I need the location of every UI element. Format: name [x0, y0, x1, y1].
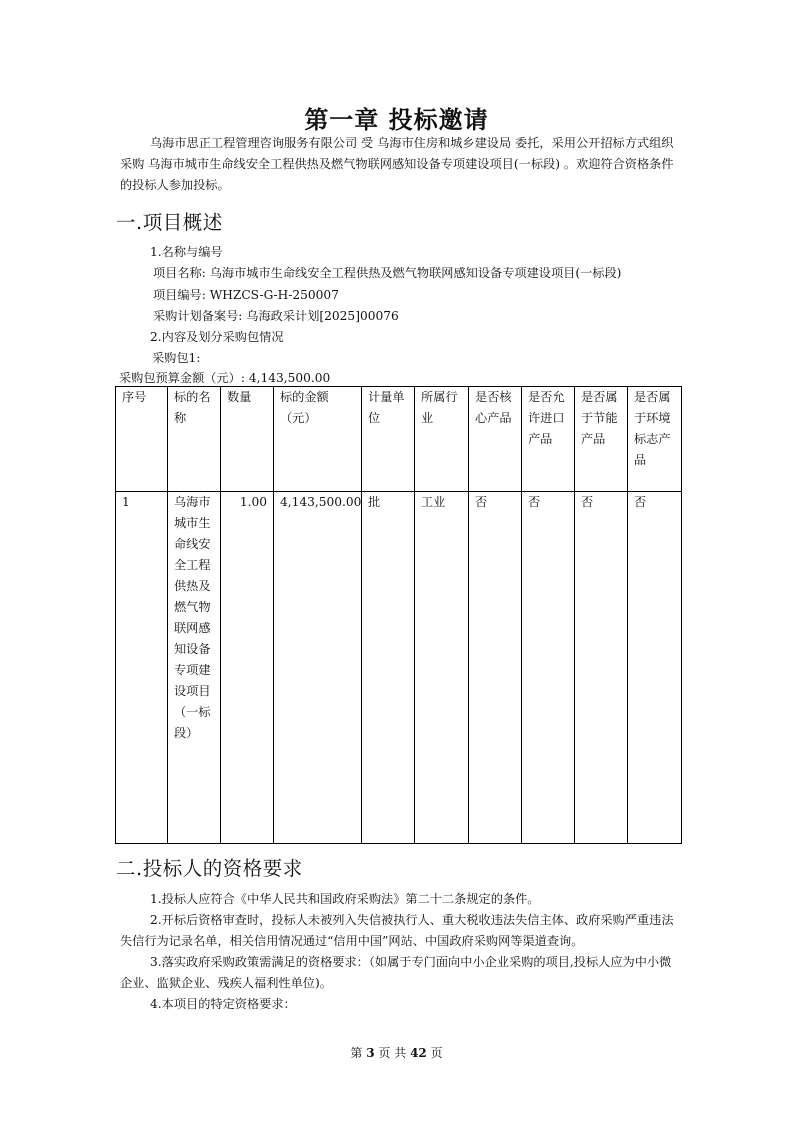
qualification-item-3: 3.落实政府采购政策需满足的资格要求：（如属于专门面向中小企业采购的项目,投标人应为中小微企业、监狱企业、残疾人福利性单位)。 [120, 955, 672, 990]
total-pages: 42 [410, 1046, 427, 1060]
project-number: 项目编号: WHZCS-G-H-250007 [153, 288, 339, 302]
header-cell: 是否属于节能产品 [575, 387, 628, 492]
row-cell-item-name: 乌海市城市生命线安全工程供热及燃气物联网感知设备专项建设项目（一标段） [168, 492, 221, 844]
package-budget: 采购包预算金额（元）: 4,143,500.00 [119, 371, 331, 385]
item-content-packages: 2.内容及划分采购包情况 [150, 330, 284, 344]
current-page-number: 3 [366, 1046, 375, 1060]
qualification-item-1: 1.投标人应符合《中华人民共和国政府采购法》第二十二条规定的条件。 [150, 892, 540, 906]
header-cell: 数量 [221, 387, 274, 492]
procurement-plan-number: 采购计划备案号: 乌海政采计划[2025]00076 [153, 309, 399, 323]
row-cell-unit: 批 [362, 492, 415, 844]
footer-middle: 页 共 [378, 1046, 407, 1060]
table-header-row [116, 387, 682, 492]
row-cell-import-allowed: 否 [522, 492, 575, 844]
row-cell-energy-saving: 否 [575, 492, 628, 844]
header-cell: 是否核心产品 [469, 387, 522, 492]
row-cell-core-product: 否 [469, 492, 522, 844]
section-heading-qualifications: 二.投标人的资格要求 [116, 857, 303, 880]
procurement-table [115, 386, 682, 844]
row-cell-quantity: 1.00 [221, 492, 274, 844]
header-cell: 标的名称 [168, 387, 221, 492]
intro-paragraph: 乌海市思正工程管理咨询服务有限公司 受 乌海市住房和城乡建设局 委托，采用公开招标方式组织采购 乌海市城市生命线安全工程供热及燃气物联网感知设备专项建设项目(一标段) 。欢迎符合资格条件的投标人参加投标。 [120, 136, 674, 192]
table-row [116, 492, 682, 844]
item-name-and-number: 1.名称与编号 [150, 245, 223, 259]
row-cell-index: 1 [116, 492, 168, 844]
header-cell: 计量单位 [362, 387, 415, 492]
section-heading-overview: 一.项目概述 [116, 211, 223, 234]
header-cell: 是否允许进口产品 [522, 387, 575, 492]
chapter-title: 第一章 投标邀请 [304, 105, 489, 134]
row-cell-eco-label: 否 [628, 492, 682, 844]
page-footer [0, 1044, 793, 1061]
row-cell-industry: 工业 [415, 492, 469, 844]
package-label: 采购包1: [152, 351, 201, 365]
footer-prefix: 第 [350, 1046, 363, 1060]
qualification-item-4: 4.本项目的特定资格要求： [150, 997, 296, 1011]
header-cell: 序号 [116, 387, 168, 492]
qualification-item-2: 2.开标后资格审查时，投标人未被列入失信被执行人、重大税收违法失信主体、政府采购严重违法失信行为记录名单，相关信用情况通过“信用中国”网站、中国政府采购网等渠道查询。 [120, 913, 674, 948]
header-cell: 是否属于环境标志产品 [628, 387, 682, 492]
row-cell-amount: 4,143,500.00 [274, 492, 362, 844]
project-name: 项目名称: 乌海市城市生命线安全工程供热及燃气物联网感知设备专项建设项目(一标段) [153, 266, 622, 280]
header-cell: 所属行业 [415, 387, 469, 492]
header-cell: 标的金额（元） [274, 387, 362, 492]
footer-suffix: 页 [430, 1046, 443, 1060]
